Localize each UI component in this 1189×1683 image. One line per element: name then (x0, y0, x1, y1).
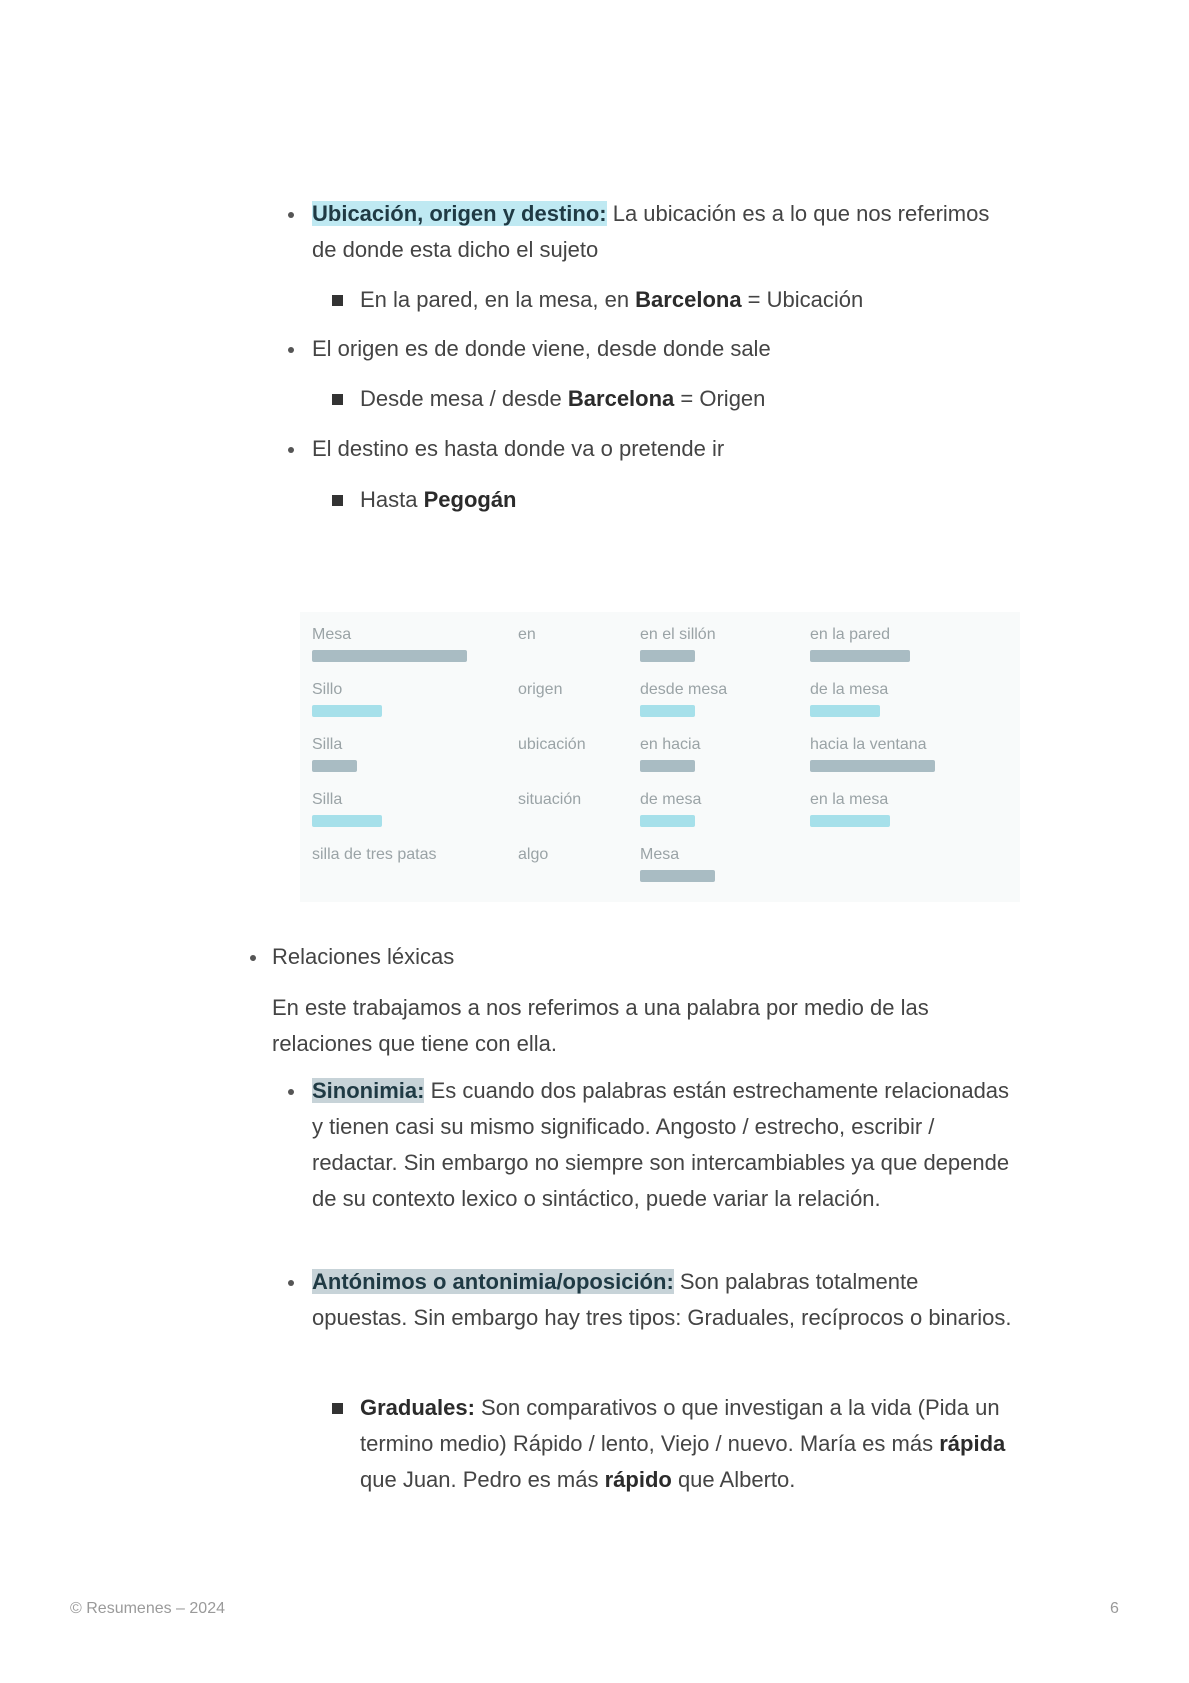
table-cell: de mesa (640, 791, 702, 808)
section-heading (272, 939, 454, 975)
table-highlight (312, 815, 382, 827)
table-cell: Sillo (312, 681, 343, 698)
heading-text: Relaciones léxicas (272, 944, 455, 969)
ubicacion-text: La ubicación es a lo que nos referimos de donde esta dicho el sujeto (312, 201, 990, 262)
sub-text: En la pared, en la mesa, en (360, 287, 636, 312)
table-highlight (640, 760, 695, 772)
sinonimia-text: Es cuando dos palabras están estrechamente relacionadas y tienen casi su mismo significado. Angosto / estrecho, escribir / redactar. Sin embargo no siempre son intercambiables ya que depende de su contexto lexico o sintáctico, puede variar la relación. (312, 1078, 1010, 1211)
bold-word: rápido (604, 1467, 672, 1492)
table-cell: hacia la ventana (810, 736, 927, 753)
bullet-square (332, 495, 343, 506)
table-cell: Mesa (640, 846, 680, 863)
table-highlight (640, 705, 695, 717)
sub-item-destino (360, 482, 517, 518)
sub-text: Hasta (360, 487, 424, 512)
list-item-ubicacion (312, 196, 1012, 268)
bullet (250, 955, 256, 961)
term-sinonimia: Sinonimia: (312, 1078, 425, 1103)
list-item-antonimia (312, 1264, 1012, 1336)
bullet (288, 347, 294, 353)
footer-left: © Resumenes – 2024 (70, 1600, 225, 1617)
sub-bold: Barcelona (567, 386, 675, 411)
term-graduales: Graduales: (360, 1395, 475, 1420)
sub-item-ubicacion (360, 282, 863, 318)
table-highlight (312, 650, 467, 662)
bullet (288, 447, 294, 453)
list-item-sinonimia (312, 1073, 1012, 1217)
table-cell: Mesa (312, 626, 352, 643)
bold-word: rápida (939, 1431, 1006, 1456)
graduales-text: que Juan. Pedro es más (360, 1467, 605, 1492)
page-number: 6 (1110, 1600, 1119, 1617)
sub-text: Desde mesa / desde (360, 386, 568, 411)
table-cell: origen (518, 681, 563, 698)
sub-text: = Ubicación (741, 287, 864, 312)
term-ubicacion: Ubicación, origen y destino: (312, 201, 607, 226)
table-cell: en el sillón (640, 626, 716, 643)
destino-text: El destino es hasta donde va o pretende ir (312, 436, 725, 461)
sub-bold: Pegogán (423, 487, 517, 512)
bullet-square (332, 394, 343, 405)
antonimia-text: Son palabras totalmente opuestas. Sin embargo hay tres tipos: Graduales, recíprocos o binarios. (312, 1269, 1012, 1330)
list-item-destino (312, 431, 724, 467)
table-highlight (640, 815, 695, 827)
table-highlight (810, 650, 910, 662)
list-item-origen (312, 331, 771, 367)
table-cell: algo (518, 846, 549, 863)
origen-text: El origen es de donde viene, desde donde sale (312, 336, 771, 361)
sub-item-origen (360, 381, 765, 417)
graduales-text: Son comparativos o que investigan a la vida (Pida un termino medio) Rápido / lento, Viejo / nuevo. María es más (360, 1395, 1000, 1456)
table-cell: en hacia (640, 736, 701, 753)
table-highlight (640, 870, 715, 882)
table-cell: Silla (312, 736, 343, 753)
table-cell: en (518, 626, 536, 643)
bullet (288, 212, 294, 218)
term-antonimia: Antónimos o antonimia/oposición: (312, 1269, 674, 1294)
table-cell: desde mesa (640, 681, 728, 698)
vocabulary-table (300, 612, 1020, 902)
table-cell: situación (518, 791, 582, 808)
sub-item-graduales (360, 1390, 1012, 1498)
table-cell: Silla (312, 791, 343, 808)
bullet-square (332, 1403, 343, 1414)
intro-text: En este trabajamos a nos referimos a una palabra por medio de las relaciones que tiene con ella. (272, 995, 929, 1056)
sub-text: = Origen (674, 386, 766, 411)
table-cell: de la mesa (810, 681, 889, 698)
table-highlight (312, 760, 357, 772)
table-highlight (810, 760, 935, 772)
table-highlight (810, 705, 880, 717)
section-intro (272, 990, 1012, 1062)
table-highlight (810, 815, 890, 827)
bullet (288, 1089, 294, 1095)
table-cell: ubicación (518, 736, 586, 753)
table-cell: silla de tres patas (312, 846, 437, 863)
bullet (288, 1280, 294, 1286)
graduales-text: que Alberto. (671, 1467, 796, 1492)
table-cell: en la pared (810, 626, 891, 643)
table-cell: en la mesa (810, 791, 889, 808)
table-highlight (312, 705, 382, 717)
table-highlight (640, 650, 695, 662)
sub-bold: Barcelona (635, 287, 742, 312)
bullet-square (332, 295, 343, 306)
